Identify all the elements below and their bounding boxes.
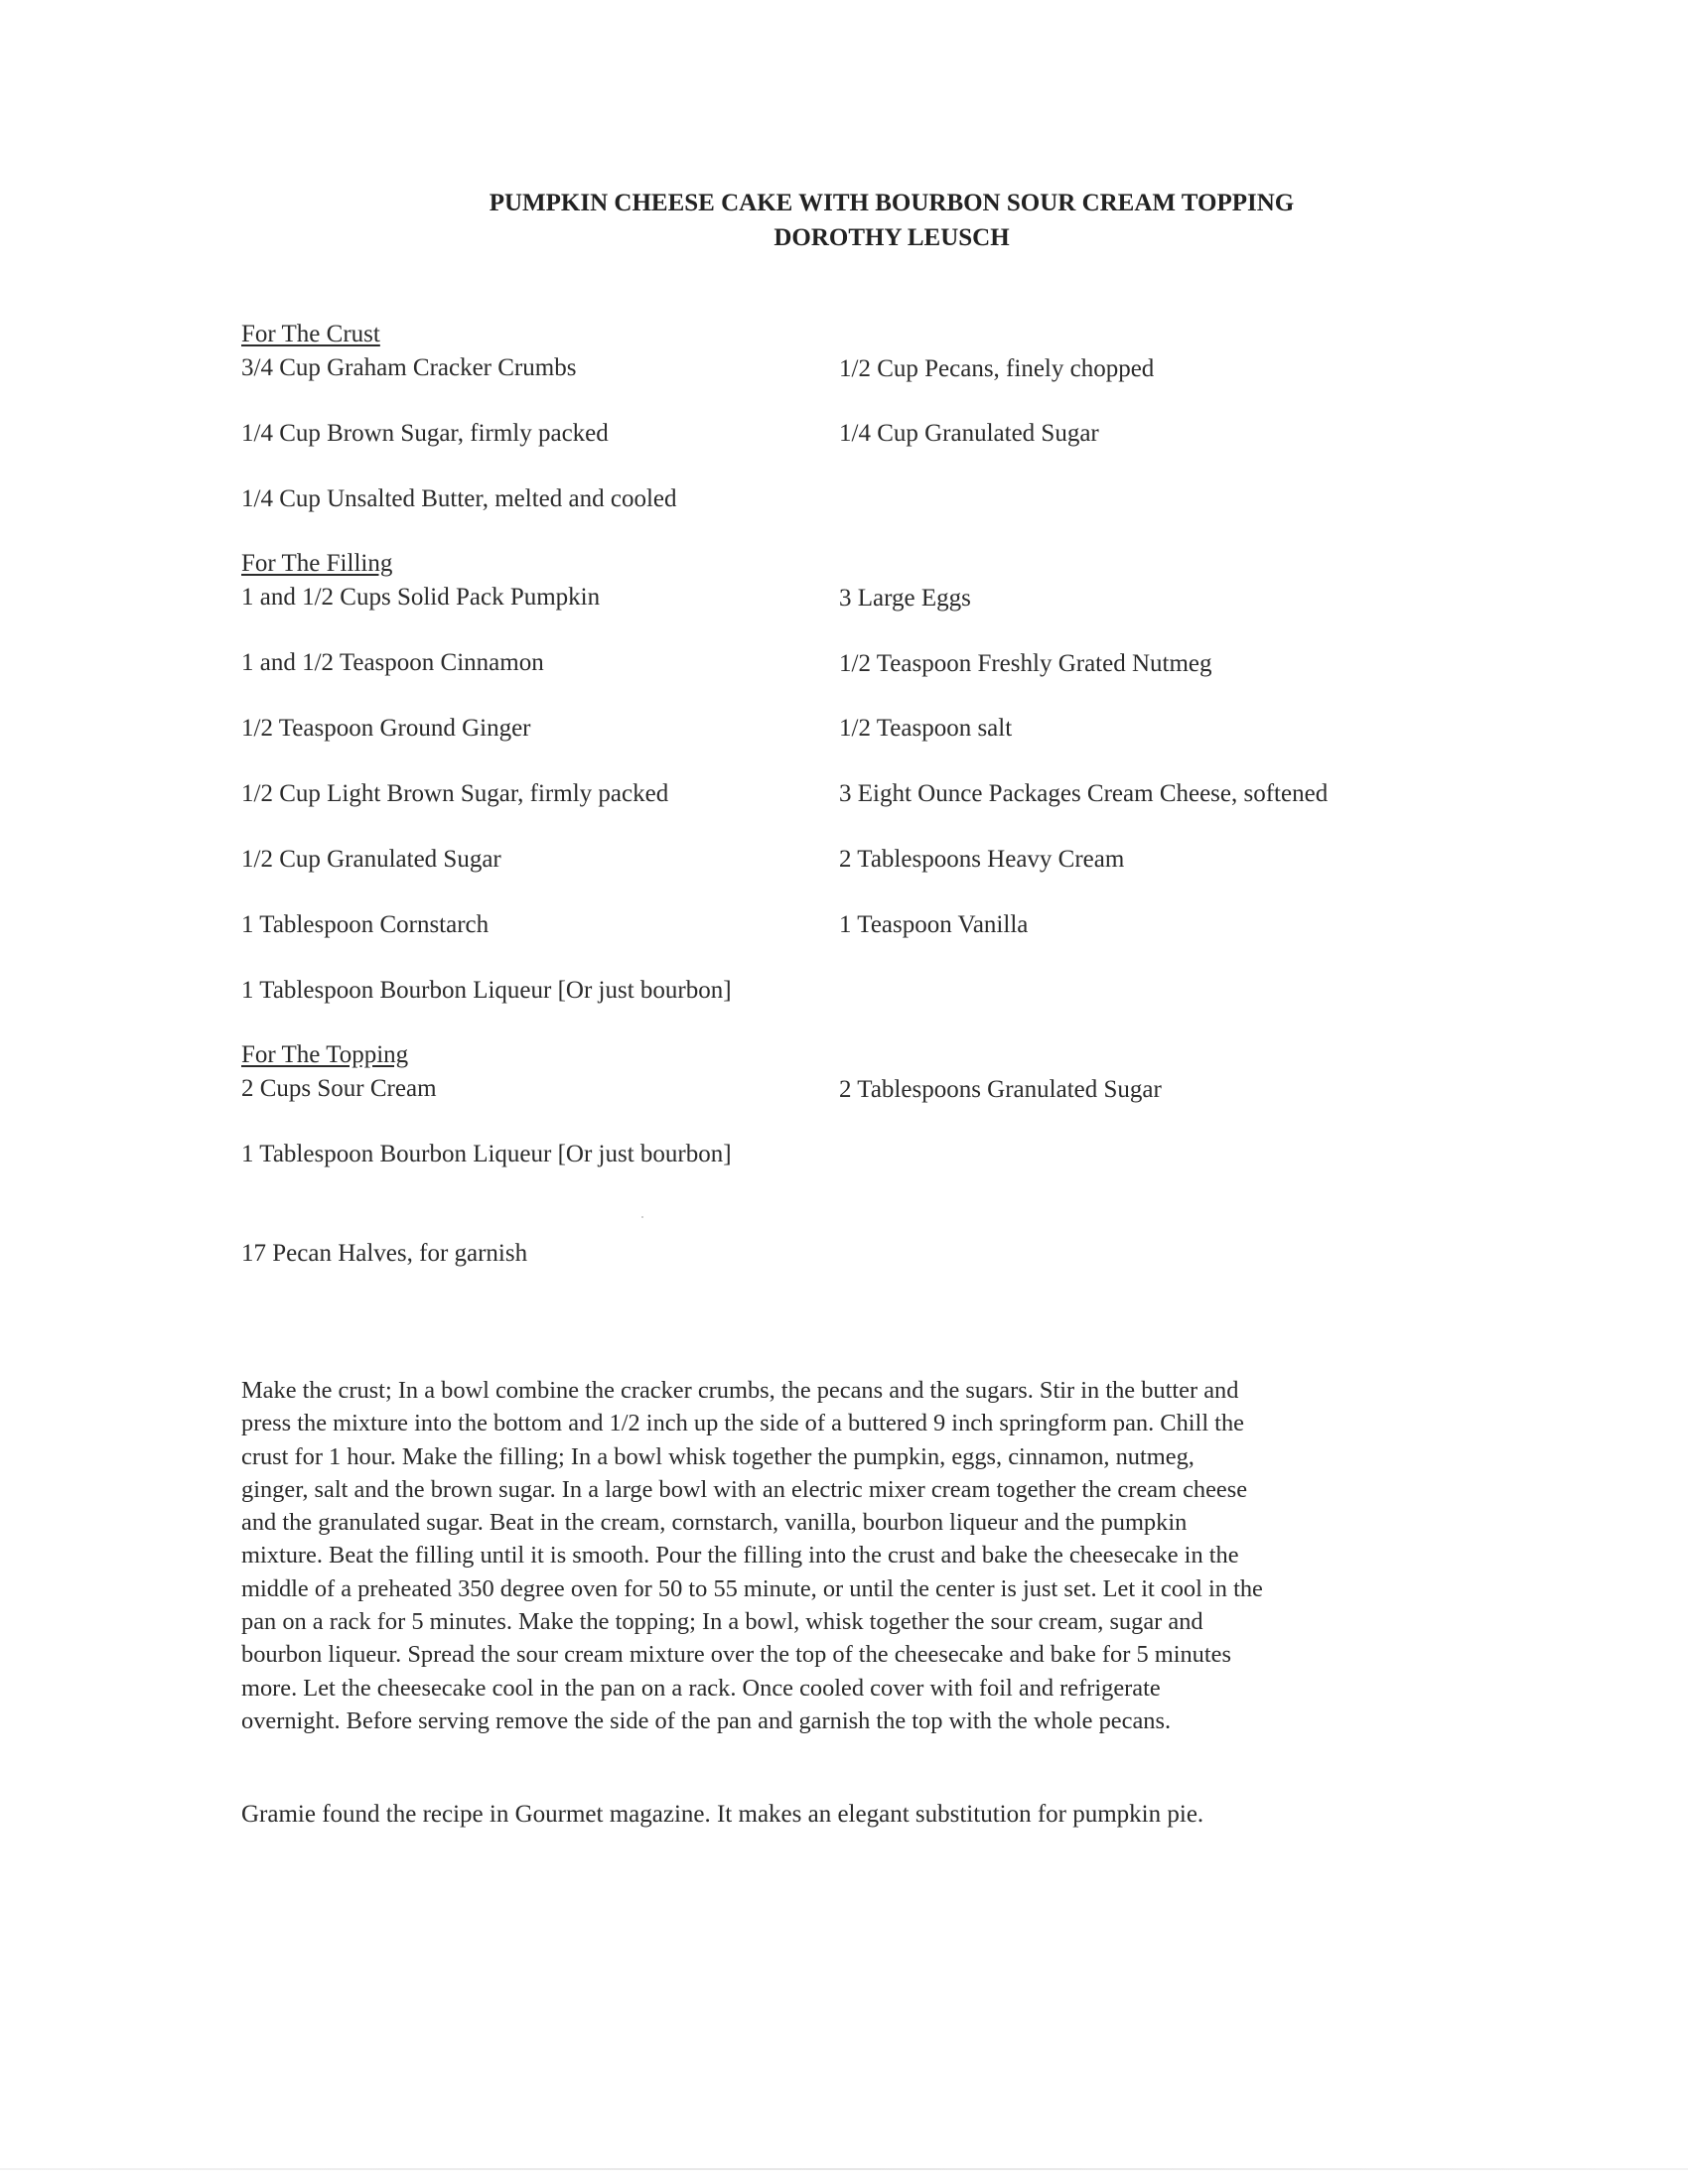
scan-speck: [641, 1216, 643, 1218]
ingredient: 1/2 Teaspoon salt: [839, 715, 1013, 742]
ingredient: 1/2 Cup Pecans, finely chopped: [839, 355, 1155, 382]
ingredient: 1 Tablespoon Bourbon Liqueur [Or just bourbon]: [241, 1141, 732, 1167]
garnish-line: 17 Pecan Halves, for garnish: [241, 1240, 528, 1267]
ingredient: 1 and 1/2 Teaspoon Cinnamon: [241, 649, 544, 676]
recipe-note: Gramie found the recipe in Gourmet magazine. It makes an elegant substitution for pumpkin pie.: [241, 1801, 1204, 1828]
ingredient: 1 Teaspoon Vanilla: [839, 911, 1029, 938]
ingredient: 2 Tablespoons Granulated Sugar: [839, 1076, 1162, 1103]
ingredient: 1 Tablespoon Cornstarch: [241, 911, 490, 938]
ingredient: 3 Eight Ounce Packages Cream Cheese, softened: [839, 780, 1329, 807]
ingredient: 1/4 Cup Brown Sugar, firmly packed: [241, 420, 609, 447]
instructions-line: bourbon liqueur. Spread the sour cream mixture over the top of the cheesecake and bake for 5 minutes: [241, 1641, 1231, 1669]
ingredient: 3/4 Cup Graham Cracker Crumbs: [241, 354, 577, 381]
instructions-line: Make the crust; In a bowl combine the cracker crumbs, the pecans and the sugars. Stir in the butter and: [241, 1377, 1239, 1404]
scan-edge-line: [0, 2168, 1688, 2170]
instructions-line: overnight. Before serving remove the side of the pan and garnish the top with the whole pecans.: [241, 1706, 1172, 1734]
ingredient: 2 Tablespoons Heavy Cream: [839, 846, 1125, 873]
instructions-paragraph: [241, 1374, 1458, 1737]
ingredient: 1 Tablespoon Bourbon Liqueur [Or just bourbon]: [241, 977, 732, 1004]
section-heading-topping: For The Topping: [241, 1041, 409, 1068]
ingredient: 1/4 Cup Granulated Sugar: [839, 420, 1099, 447]
ingredient: 1/2 Teaspoon Ground Ginger: [241, 715, 531, 742]
section-heading-filling: For The Filling: [241, 550, 393, 577]
ingredient: 1/2 Teaspoon Freshly Grated Nutmeg: [839, 650, 1212, 677]
instructions-line: middle of a preheated 350 degree oven for 50 to 55 minute, or until the center is just set. Let it cool in the: [241, 1574, 1263, 1602]
ingredient: 2 Cups Sour Cream: [241, 1075, 437, 1102]
instructions-line: and the granulated sugar. Beat in the cream, cornstarch, vanilla, bourbon liqueur and the pumpkin: [241, 1509, 1188, 1537]
instructions-line: press the mixture into the bottom and 1/2 inch up the side of a buttered 9 inch springform pan. Chill the: [241, 1410, 1244, 1437]
ingredient: 1 and 1/2 Cups Solid Pack Pumpkin: [241, 584, 601, 611]
recipe-title: PUMPKIN CHEESE CAKE WITH BOURBON SOUR CREAM TOPPING: [489, 190, 1295, 216]
instructions-line: more. Let the cheesecake cool in the pan on a rack. Once cooled cover with foil and refrigerate: [241, 1674, 1161, 1702]
instructions-line: crust for 1 hour. Make the filling; In a bowl whisk together the pumpkin, eggs, cinnamon, nutmeg,: [241, 1442, 1195, 1470]
ingredient: 1/2 Cup Granulated Sugar: [241, 846, 501, 873]
instructions-line: pan on a rack for 5 minutes. Make the topping; In a bowl, whisk together the sour cream, sugar and: [241, 1608, 1203, 1636]
ingredient: 1/4 Cup Unsalted Butter, melted and cooled: [241, 485, 677, 512]
instructions-line: ginger, salt and the brown sugar. In a large bowl with an electric mixer cream together the cream cheese: [241, 1475, 1248, 1503]
instructions-line: mixture. Beat the filling until it is smooth. Pour the filling into the crust and bake the cheesecake in the: [241, 1542, 1239, 1570]
ingredient: 3 Large Eggs: [839, 585, 971, 612]
ingredient: 1/2 Cup Light Brown Sugar, firmly packed: [241, 780, 669, 807]
section-heading-crust: For The Crust: [241, 321, 380, 347]
recipe-author: DOROTHY LEUSCH: [774, 224, 1010, 251]
